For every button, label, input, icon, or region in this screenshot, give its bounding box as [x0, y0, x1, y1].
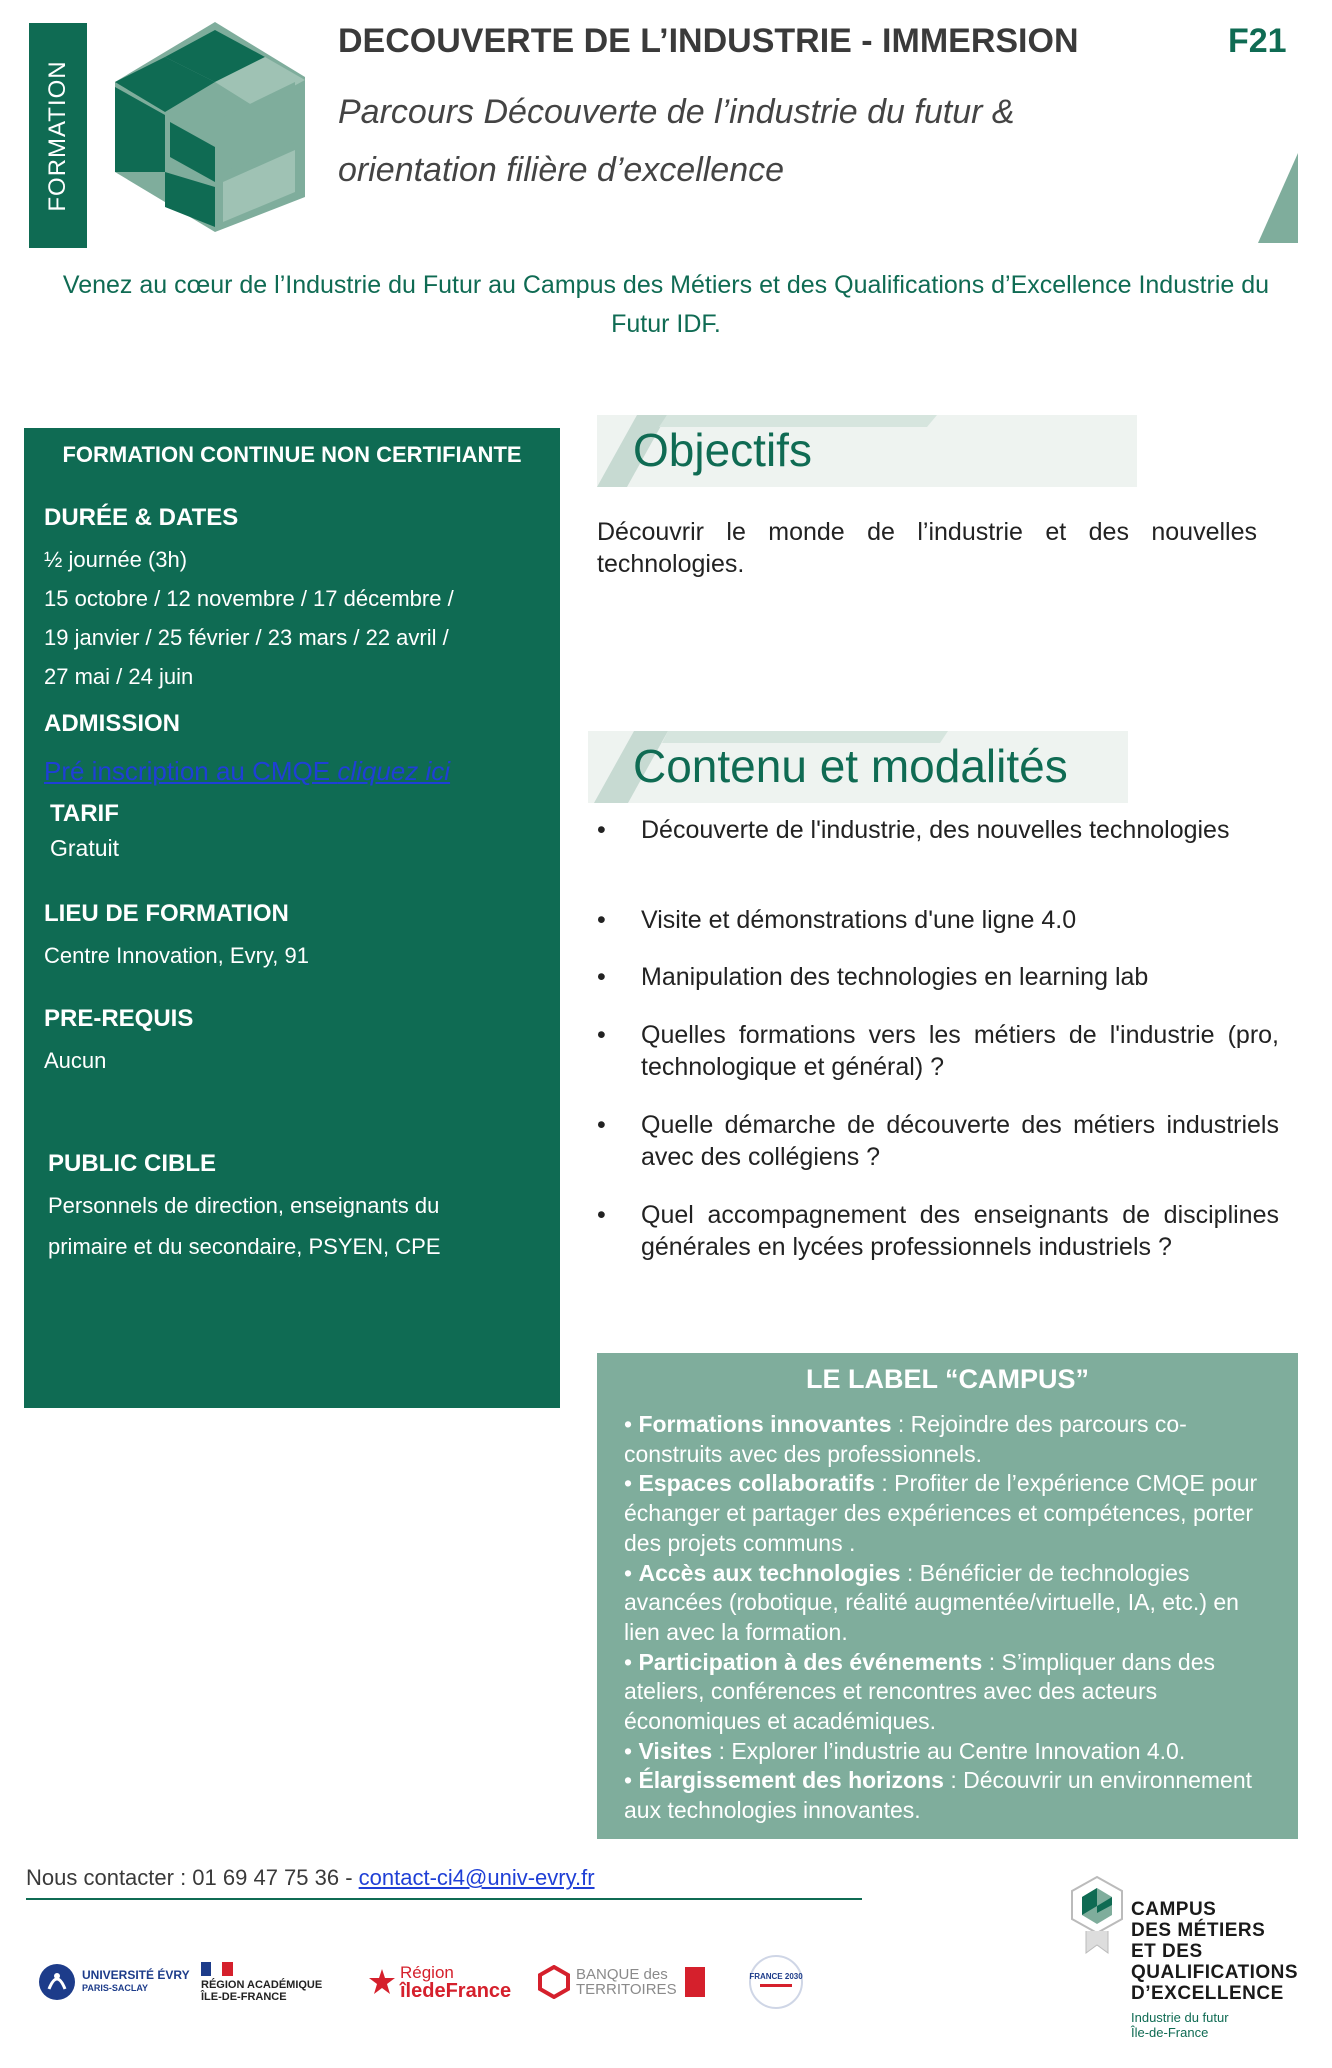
- univ-evry-icon: [38, 1963, 76, 2001]
- campus-sub-line: Île-de-France: [1131, 2025, 1209, 2040]
- bullet-icon: •: [597, 963, 606, 991]
- region-idf-logo: [368, 1952, 511, 2012]
- univ-evry-name: UNIVERSITÉ ÉVRY: [82, 1968, 190, 1982]
- label-item-text: : Explorer l’industrie au Centre Innovation 4.0.: [712, 1737, 1186, 1764]
- france-2030-logo: [748, 1952, 804, 2012]
- prerequis-value: Aucun: [44, 1048, 107, 1073]
- tarif-value: Gratuit: [50, 835, 120, 861]
- duree-line: 19 janvier / 25 février / 23 mars / 22 avril /: [44, 625, 449, 650]
- label-item-text: : Profiter de l’expérience CMQE pour échanger et partager des expériences et compétences, porter des projets communs .: [624, 1470, 1258, 1556]
- contact-phone: Nous contacter : 01 69 47 75 36 -: [26, 1865, 359, 1890]
- preinscription-link-text: Pré inscription au CMQE: [44, 756, 338, 786]
- lieu-value: Centre Innovation, Evry, 91: [44, 943, 309, 968]
- label-item-text: : Bénéficier de technologies avancées (robotique, réalité augmentée/virtuelle, IA, etc.) en lien avec la formation.: [624, 1559, 1239, 1645]
- info-panel: [24, 428, 560, 1408]
- label-campus-list: [624, 1410, 1274, 1826]
- label-item-bold: Accès aux technologies: [638, 1559, 901, 1586]
- region-idf-line1: Région: [400, 1963, 454, 1982]
- tarif-heading: TARIF: [50, 800, 119, 827]
- campus-sub-line: Industrie du futur: [1131, 2010, 1229, 2025]
- objectifs-text: Découvrir le monde de l’industrie et des nouvelles technologies.: [597, 518, 1257, 578]
- duree-line: 27 mai / 24 juin: [44, 664, 194, 689]
- region-academique-line1: RÉGION ACADÉMIQUE: [201, 1978, 323, 1991]
- bullet-icon: •: [597, 1021, 606, 1049]
- list-item-text: Visite et démonstrations d'une ligne 4.0: [641, 906, 1077, 934]
- admission-heading: ADMISSION: [44, 710, 181, 737]
- campus-name-line: CAMPUS: [1131, 1899, 1217, 1920]
- campus-name-line: ET DES: [1131, 1941, 1203, 1962]
- contenu-title: Contenu et modalités: [633, 740, 1068, 792]
- campus-logo: [1068, 1875, 1308, 2055]
- campus-subtitle: [1131, 2010, 1229, 2040]
- france-2030-text: FRANCE 2030: [749, 1972, 803, 1981]
- document-title: DECOUVERTE DE L’INDUSTRIE - IMMERSION: [338, 22, 1079, 60]
- label-item: • Visites : Explorer l’industrie au Centre Innovation 4.0.: [624, 1737, 1186, 1764]
- prerequis-heading: PRE-REQUIS: [44, 1005, 194, 1032]
- label-item-bold: Participation à des événements: [638, 1648, 983, 1675]
- formation-tab-label: FORMATION: [44, 59, 71, 212]
- univ-evry-sub: PARIS-SACLAY: [82, 1983, 149, 1993]
- label-item: • Participation à des événements : S’impliquer dans des ateliers, conférences et rencontres avec des acteurs économiques et académiques.: [624, 1648, 1215, 1735]
- region-idf-line2: îledeFrance: [400, 1980, 512, 2002]
- public-line: Personnels de direction, enseignants du: [48, 1193, 440, 1218]
- label-item-bold: Espaces collaboratifs: [638, 1470, 875, 1497]
- contact-email-link[interactable]: contact-ci4@univ-evry.fr: [358, 1865, 595, 1890]
- campus-name-line: DES MÉTIERS: [1131, 1920, 1266, 1941]
- label-item: • Formations innovantes : Rejoindre des parcours co-construits avec des professionnels.: [624, 1411, 1187, 1467]
- list-item-text: Quelle démarche de découverte des métiers industriels avec des collégiens ?: [641, 1111, 1279, 1171]
- lieu-heading: LIEU DE FORMATION: [44, 900, 289, 927]
- preinscription-link[interactable]: [44, 756, 450, 787]
- hexagon-icon: [538, 1965, 570, 1999]
- marianne-flag-icon: [201, 1962, 233, 1976]
- public-line: primaire et du secondaire, PSYEN, CPE: [48, 1234, 441, 1259]
- campus-badge-icon: [1068, 1875, 1126, 1955]
- france-2030-icon: [748, 1954, 804, 2010]
- objectifs-heading: [597, 415, 1137, 487]
- label-campus-box: [597, 1353, 1298, 1839]
- bullet-icon: •: [597, 906, 606, 934]
- contenu-heading: [588, 731, 1128, 803]
- campus-name-line: D’EXCELLENCE: [1131, 1983, 1284, 2004]
- divider: [26, 1898, 862, 1900]
- list-item-text: Quel accompagnement des enseignants de disciplines générales en lycées professionnels industriels ?: [641, 1201, 1279, 1261]
- caisse-depots-icon: [685, 1967, 705, 1997]
- label-item-text: : Découvrir un environnement aux technologies innovantes.: [624, 1767, 1253, 1824]
- document-subtitle: Parcours Découverte de l’industrie du futur & orientation filière d’excellence: [338, 93, 1015, 189]
- banque-line1: BANQUE des: [576, 1966, 668, 1983]
- label-item: • Élargissement des horizons : Découvrir un environnement aux technologies innovantes.: [624, 1767, 1253, 1824]
- label-item-bold: Élargissement des horizons: [638, 1767, 944, 1794]
- preinscription-link-italic: cliquez ici: [337, 756, 451, 786]
- region-academique-logo: [201, 1952, 322, 2012]
- list-item-text: Découverte de l'industrie, des nouvelles technologies: [641, 816, 1230, 844]
- bullet-icon: •: [597, 1111, 606, 1139]
- duree-line: 15 octobre / 12 novembre / 17 décembre /: [44, 586, 454, 611]
- list-item-text: Manipulation des technologies en learning lab: [641, 963, 1149, 991]
- banque-line2: TERRITOIRES: [576, 1981, 677, 1998]
- bullet-icon: •: [597, 1201, 606, 1229]
- label-item: • Espaces collaboratifs : Profiter de l’expérience CMQE pour échanger et partager des expériences et compétences, porter des projets communs .: [624, 1470, 1258, 1556]
- objectifs-title: Objectifs: [633, 424, 812, 476]
- campus-name-line: QUALIFICATIONS: [1131, 1962, 1299, 1983]
- cmqe-cube-logo: [105, 22, 305, 232]
- formation-tab: [29, 23, 87, 248]
- univ-evry-logo: [38, 1952, 190, 2012]
- duree-heading: DURÉE & DATES: [44, 504, 239, 531]
- contact-line: [26, 1865, 595, 1891]
- region-academique-line2: ÎLE-DE-FRANCE: [201, 1990, 287, 2003]
- course-code: F21: [1228, 22, 1287, 60]
- public-heading: PUBLIC CIBLE: [48, 1150, 216, 1177]
- campus-name: [1131, 1899, 1298, 2004]
- corner-decoration: [1258, 153, 1298, 243]
- label-item: • Accès aux technologies : Bénéficier de technologies avancées (robotique, réalité augmentée/virtuelle, IA, etc.) en lien avec la formation.: [624, 1559, 1239, 1645]
- star-icon: [368, 1968, 396, 1996]
- label-item-bold: Formations innovantes: [638, 1411, 892, 1437]
- list-item-text: Quelles formations vers les métiers de l'industrie (pro, technologique et général) ?: [641, 1021, 1279, 1081]
- panel-heading: FORMATION CONTINUE NON CERTIFIANTE: [62, 442, 522, 467]
- label-item-text: : Rejoindre des parcours co-construits avec des professionnels.: [624, 1411, 1187, 1467]
- label-campus-title: LE LABEL “CAMPUS”: [805, 1364, 1089, 1394]
- bullet-icon: •: [597, 816, 606, 844]
- label-item-bold: Visites: [638, 1737, 713, 1764]
- label-item-text: : S’impliquer dans des ateliers, conférences et rencontres avec des acteurs économiques et académiques.: [624, 1648, 1215, 1735]
- intro-text: Venez au cœur de l’Industrie du Futur au Campus des Métiers et des Qualifications d’Excellence Industrie du Futur IDF.: [62, 271, 1270, 338]
- duree-line: ½ journée (3h): [44, 547, 188, 572]
- banque-territoires-logo: [538, 1952, 705, 2012]
- partner-logos: [38, 1952, 818, 2012]
